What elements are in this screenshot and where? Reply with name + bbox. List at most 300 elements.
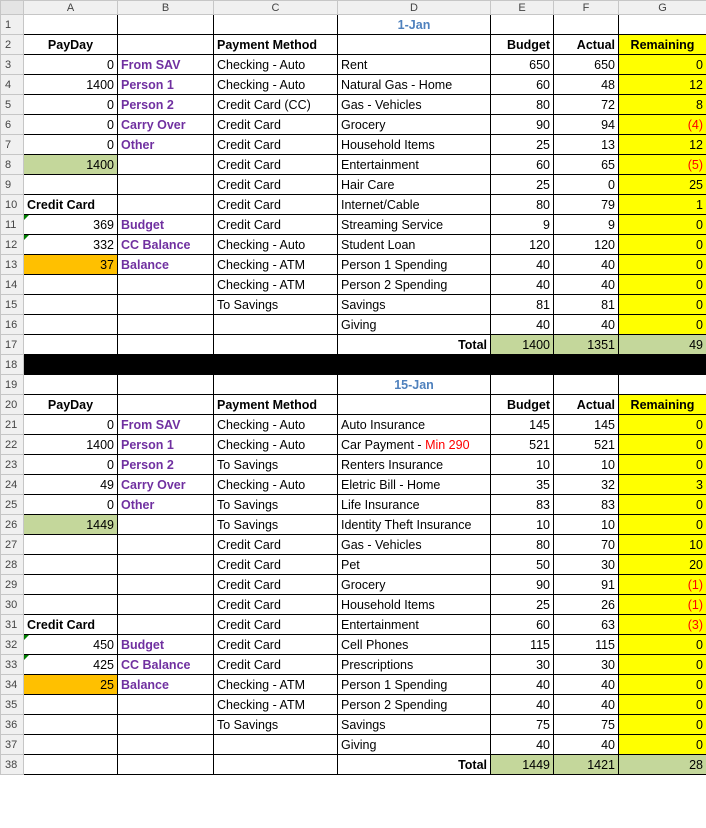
actual-cell[interactable]: 79 (554, 195, 619, 215)
row-header[interactable]: 16 (1, 315, 24, 335)
remaining-cell[interactable]: 0 (619, 735, 706, 755)
payment-method-cell[interactable]: Checking - Auto (214, 435, 338, 455)
budget-cell[interactable]: 10 (491, 455, 554, 475)
expense-name-cell[interactable] (338, 315, 491, 335)
expense-name-cell[interactable] (338, 155, 491, 175)
budget-cell[interactable]: 25 (491, 595, 554, 615)
row-header[interactable]: 35 (1, 695, 24, 715)
actual-cell[interactable]: 26 (554, 595, 619, 615)
actual-cell[interactable]: 40 (554, 695, 619, 715)
cell-empty[interactable] (338, 35, 491, 55)
row-header[interactable]: 36 (1, 715, 24, 735)
budget-cell[interactable]: 60 (491, 75, 554, 95)
income-amount[interactable]: 0 (24, 455, 118, 475)
cell-empty[interactable] (118, 395, 214, 415)
total-actual[interactable]: 1351 (554, 335, 619, 355)
actual-cell[interactable]: 13 (554, 135, 619, 155)
expense-name-cell[interactable] (338, 455, 491, 475)
expense-name-cell[interactable] (338, 595, 491, 615)
income-label[interactable]: From SAV (118, 415, 214, 435)
budget-cell[interactable]: 60 (491, 615, 554, 635)
row-header[interactable]: 10 (1, 195, 24, 215)
income-amount[interactable]: 1400 (24, 75, 118, 95)
income-amount[interactable]: 1400 (24, 435, 118, 455)
actual-cell[interactable]: 0 (554, 175, 619, 195)
actual-cell[interactable]: 10 (554, 515, 619, 535)
cc-balance-amount[interactable]: 425 (24, 655, 118, 675)
remaining-cell[interactable]: 10 (619, 535, 706, 555)
payment-method-cell[interactable]: Credit Card (214, 115, 338, 135)
credit-card-title[interactable]: Credit Card (24, 615, 118, 635)
remaining-cell[interactable]: 0 (619, 455, 706, 475)
payment-method-cell[interactable]: Credit Card (214, 155, 338, 175)
remaining-cell[interactable]: 0 (619, 495, 706, 515)
budget-cell[interactable]: 120 (491, 235, 554, 255)
total-label[interactable]: Total (338, 335, 491, 355)
cell-empty[interactable] (118, 695, 214, 715)
cell-empty[interactable] (118, 715, 214, 735)
budget-cell[interactable]: 40 (491, 675, 554, 695)
row-header[interactable]: 29 (1, 575, 24, 595)
income-label[interactable]: Person 2 (118, 455, 214, 475)
cell-empty[interactable] (491, 15, 554, 35)
cell-empty[interactable] (118, 175, 214, 195)
cell-empty[interactable] (24, 375, 118, 395)
cell-empty[interactable] (118, 315, 214, 335)
row-header[interactable]: 4 (1, 75, 24, 95)
actual-cell[interactable]: 70 (554, 535, 619, 555)
select-all-corner[interactable] (1, 1, 24, 15)
actual-cell[interactable]: 65 (554, 155, 619, 175)
cell-empty[interactable] (24, 175, 118, 195)
expense-name-cell[interactable] (338, 655, 491, 675)
payment-method-cell[interactable]: Checking - ATM (214, 675, 338, 695)
cell-empty[interactable] (118, 615, 214, 635)
payment-method-cell[interactable]: Credit Card (214, 175, 338, 195)
cell-empty[interactable] (214, 375, 338, 395)
payment-method-header[interactable]: Payment Method (214, 395, 338, 415)
column-header-f[interactable]: F (554, 1, 619, 15)
budget-cell[interactable]: 40 (491, 275, 554, 295)
payment-method-cell[interactable]: To Savings (214, 295, 338, 315)
budget-cell[interactable]: 40 (491, 315, 554, 335)
budget-cell[interactable]: 650 (491, 55, 554, 75)
actual-cell[interactable]: 48 (554, 75, 619, 95)
remaining-cell[interactable]: (1) (619, 575, 706, 595)
column-header-c[interactable]: C (214, 1, 338, 15)
cc-balance-label[interactable]: CC Balance (118, 655, 214, 675)
cell-empty[interactable] (24, 335, 118, 355)
payment-method-header[interactable]: Payment Method (214, 35, 338, 55)
cell-empty[interactable] (118, 295, 214, 315)
budget-cell[interactable]: 90 (491, 115, 554, 135)
total-budget[interactable]: 1449 (491, 755, 554, 775)
budget-cell[interactable]: 83 (491, 495, 554, 515)
cell-empty[interactable] (118, 755, 214, 775)
column-header-g[interactable]: G (619, 1, 706, 15)
remaining-cell[interactable]: 12 (619, 75, 706, 95)
actual-cell[interactable]: 145 (554, 415, 619, 435)
separator-cell[interactable] (554, 355, 619, 375)
row-header[interactable]: 37 (1, 735, 24, 755)
payment-method-cell[interactable]: Credit Card (CC) (214, 95, 338, 115)
cell-empty[interactable] (24, 595, 118, 615)
balance-label[interactable]: Balance (118, 255, 214, 275)
remaining-cell[interactable]: 0 (619, 675, 706, 695)
cell-empty[interactable] (118, 535, 214, 555)
actual-cell[interactable]: 40 (554, 315, 619, 335)
cell-empty[interactable] (24, 295, 118, 315)
expense-name-cell[interactable] (338, 535, 491, 555)
total-remaining[interactable]: 49 (619, 335, 706, 355)
actual-cell[interactable]: 81 (554, 295, 619, 315)
section-date[interactable]: 15-Jan (338, 375, 491, 395)
balance-amount[interactable]: 37 (24, 255, 118, 275)
remaining-cell[interactable]: (3) (619, 615, 706, 635)
section-date[interactable]: 1-Jan (338, 15, 491, 35)
expense-name-cell[interactable] (338, 475, 491, 495)
actual-cell[interactable]: 115 (554, 635, 619, 655)
budget-cell[interactable]: 40 (491, 695, 554, 715)
budget-cell[interactable]: 35 (491, 475, 554, 495)
cell-empty[interactable] (619, 15, 706, 35)
payment-method-cell[interactable]: Credit Card (214, 575, 338, 595)
remaining-cell[interactable]: 0 (619, 55, 706, 75)
row-header[interactable]: 28 (1, 555, 24, 575)
budget-cell[interactable]: 25 (491, 135, 554, 155)
row-header[interactable]: 22 (1, 435, 24, 455)
income-total[interactable]: 1449 (24, 515, 118, 535)
row-header[interactable]: 8 (1, 155, 24, 175)
budget-cell[interactable]: 30 (491, 655, 554, 675)
cell-empty[interactable] (214, 15, 338, 35)
income-amount[interactable]: 49 (24, 475, 118, 495)
expense-name-cell[interactable] (338, 175, 491, 195)
row-header[interactable]: 38 (1, 755, 24, 775)
expense-name-cell[interactable] (338, 95, 491, 115)
actual-cell[interactable]: 40 (554, 275, 619, 295)
remaining-cell[interactable]: 20 (619, 555, 706, 575)
remaining-cell[interactable]: 0 (619, 295, 706, 315)
cell-empty[interactable] (24, 715, 118, 735)
payment-method-cell[interactable]: Credit Card (214, 635, 338, 655)
actual-cell[interactable]: 650 (554, 55, 619, 75)
cell-empty[interactable] (24, 315, 118, 335)
payday-header[interactable]: PayDay (24, 35, 118, 55)
expense-name-cell[interactable] (338, 235, 491, 255)
budget-cell[interactable]: 115 (491, 635, 554, 655)
income-label[interactable]: Carry Over (118, 475, 214, 495)
budget-cell[interactable]: 81 (491, 295, 554, 315)
income-label[interactable]: Other (118, 135, 214, 155)
remaining-cell[interactable]: 12 (619, 135, 706, 155)
income-amount[interactable]: 0 (24, 135, 118, 155)
cell-empty[interactable] (24, 535, 118, 555)
credit-card-title[interactable]: Credit Card (24, 195, 118, 215)
expense-name-cell[interactable] (338, 415, 491, 435)
payment-method-cell[interactable]: Checking - Auto (214, 475, 338, 495)
remaining-cell[interactable]: 0 (619, 715, 706, 735)
remaining-header[interactable]: Remaining (619, 35, 706, 55)
cell-empty[interactable] (214, 335, 338, 355)
cell-empty[interactable] (24, 15, 118, 35)
payment-method-cell[interactable] (214, 735, 338, 755)
cc-budget-label[interactable]: Budget (118, 215, 214, 235)
row-header[interactable]: 1 (1, 15, 24, 35)
column-header-b[interactable]: B (118, 1, 214, 15)
actual-cell[interactable]: 32 (554, 475, 619, 495)
row-header[interactable]: 14 (1, 275, 24, 295)
budget-cell[interactable]: 60 (491, 155, 554, 175)
remaining-cell[interactable]: 0 (619, 255, 706, 275)
payment-method-cell[interactable]: Credit Card (214, 555, 338, 575)
payment-method-cell[interactable]: Credit Card (214, 535, 338, 555)
expense-name-cell[interactable] (338, 695, 491, 715)
cell-empty[interactable] (118, 195, 214, 215)
actual-header[interactable]: Actual (554, 35, 619, 55)
income-label[interactable]: Person 2 (118, 95, 214, 115)
actual-cell[interactable]: 30 (554, 555, 619, 575)
row-header[interactable]: 24 (1, 475, 24, 495)
expense-name-cell[interactable] (338, 575, 491, 595)
cell-empty[interactable] (118, 575, 214, 595)
separator-cell[interactable] (491, 355, 554, 375)
expense-name-cell[interactable] (338, 675, 491, 695)
cell-empty[interactable] (338, 395, 491, 415)
payday-header[interactable]: PayDay (24, 395, 118, 415)
payment-method-cell[interactable]: To Savings (214, 495, 338, 515)
row-header[interactable]: 21 (1, 415, 24, 435)
payment-method-cell[interactable]: Credit Card (214, 135, 338, 155)
row-header[interactable]: 15 (1, 295, 24, 315)
payment-method-cell[interactable]: To Savings (214, 515, 338, 535)
separator-cell[interactable] (118, 355, 214, 375)
cell-empty[interactable] (24, 735, 118, 755)
column-header-e[interactable]: E (491, 1, 554, 15)
expense-name-cell[interactable] (338, 115, 491, 135)
row-header[interactable]: 19 (1, 375, 24, 395)
row-header[interactable]: 34 (1, 675, 24, 695)
remaining-cell[interactable]: 25 (619, 175, 706, 195)
row-header[interactable]: 11 (1, 215, 24, 235)
remaining-cell[interactable]: (1) (619, 595, 706, 615)
payment-method-cell[interactable]: Checking - Auto (214, 75, 338, 95)
expense-name-cell[interactable] (338, 495, 491, 515)
payment-method-cell[interactable]: Credit Card (214, 595, 338, 615)
budget-cell[interactable]: 90 (491, 575, 554, 595)
column-header-a[interactable]: A (24, 1, 118, 15)
remaining-cell[interactable]: 3 (619, 475, 706, 495)
expense-name-cell[interactable] (338, 135, 491, 155)
remaining-cell[interactable]: 0 (619, 235, 706, 255)
expense-name-cell[interactable] (338, 735, 491, 755)
budget-header[interactable]: Budget (491, 395, 554, 415)
balance-label[interactable]: Balance (118, 675, 214, 695)
row-header[interactable]: 6 (1, 115, 24, 135)
row-header[interactable]: 3 (1, 55, 24, 75)
income-amount[interactable]: 0 (24, 95, 118, 115)
payment-method-cell[interactable]: Credit Card (214, 615, 338, 635)
row-header[interactable]: 33 (1, 655, 24, 675)
budget-cell[interactable]: 40 (491, 255, 554, 275)
budget-cell[interactable]: 145 (491, 415, 554, 435)
separator-cell[interactable] (214, 355, 338, 375)
expense-name-cell[interactable] (338, 215, 491, 235)
actual-cell[interactable]: 83 (554, 495, 619, 515)
payment-method-cell[interactable]: Checking - Auto (214, 235, 338, 255)
payment-method-cell[interactable]: Checking - Auto (214, 415, 338, 435)
separator-cell[interactable] (619, 355, 706, 375)
remaining-cell[interactable]: 0 (619, 415, 706, 435)
cell-empty[interactable] (619, 375, 706, 395)
row-header[interactable]: 20 (1, 395, 24, 415)
actual-header[interactable]: Actual (554, 395, 619, 415)
payment-method-cell[interactable]: Checking - ATM (214, 255, 338, 275)
row-header[interactable]: 18 (1, 355, 24, 375)
actual-cell[interactable]: 40 (554, 255, 619, 275)
income-amount[interactable]: 0 (24, 495, 118, 515)
row-header[interactable]: 26 (1, 515, 24, 535)
total-actual[interactable]: 1421 (554, 755, 619, 775)
row-header[interactable]: 17 (1, 335, 24, 355)
row-header[interactable]: 5 (1, 95, 24, 115)
total-label[interactable]: Total (338, 755, 491, 775)
payment-method-cell[interactable]: To Savings (214, 715, 338, 735)
actual-cell[interactable]: 91 (554, 575, 619, 595)
income-label[interactable]: Person 1 (118, 435, 214, 455)
budget-header[interactable]: Budget (491, 35, 554, 55)
income-amount[interactable]: 0 (24, 55, 118, 75)
remaining-cell[interactable]: 0 (619, 655, 706, 675)
total-remaining[interactable]: 28 (619, 755, 706, 775)
actual-cell[interactable]: 75 (554, 715, 619, 735)
actual-cell[interactable]: 120 (554, 235, 619, 255)
cell-empty[interactable] (118, 35, 214, 55)
actual-cell[interactable]: 9 (554, 215, 619, 235)
cell-empty[interactable] (118, 375, 214, 395)
cell-empty[interactable] (118, 515, 214, 535)
budget-cell[interactable]: 10 (491, 515, 554, 535)
budget-cell[interactable]: 80 (491, 535, 554, 555)
cell-empty[interactable] (118, 15, 214, 35)
row-header[interactable]: 23 (1, 455, 24, 475)
actual-cell[interactable]: 40 (554, 735, 619, 755)
actual-cell[interactable]: 521 (554, 435, 619, 455)
income-label[interactable]: Carry Over (118, 115, 214, 135)
remaining-cell[interactable]: 0 (619, 635, 706, 655)
row-header[interactable]: 32 (1, 635, 24, 655)
budget-cell[interactable]: 40 (491, 735, 554, 755)
balance-amount[interactable]: 25 (24, 675, 118, 695)
budget-cell[interactable]: 75 (491, 715, 554, 735)
cell-empty[interactable] (118, 595, 214, 615)
cell-empty[interactable] (24, 755, 118, 775)
remaining-cell[interactable]: 0 (619, 695, 706, 715)
payment-method-cell[interactable]: Credit Card (214, 195, 338, 215)
expense-name-cell[interactable] (338, 75, 491, 95)
cell-empty[interactable] (118, 735, 214, 755)
remaining-cell[interactable]: 1 (619, 195, 706, 215)
row-header[interactable]: 27 (1, 535, 24, 555)
income-label[interactable]: Person 1 (118, 75, 214, 95)
income-label[interactable]: Other (118, 495, 214, 515)
income-total[interactable]: 1400 (24, 155, 118, 175)
expense-name-cell[interactable] (338, 515, 491, 535)
expense-name-cell[interactable] (338, 435, 491, 455)
expense-name-cell[interactable] (338, 635, 491, 655)
remaining-cell[interactable]: 0 (619, 275, 706, 295)
separator-cell[interactable] (24, 355, 118, 375)
column-header-d[interactable]: D (338, 1, 491, 15)
cell-empty[interactable] (24, 575, 118, 595)
actual-cell[interactable]: 30 (554, 655, 619, 675)
cell-empty[interactable] (491, 375, 554, 395)
cell-empty[interactable] (24, 695, 118, 715)
budget-cell[interactable]: 25 (491, 175, 554, 195)
cell-empty[interactable] (214, 755, 338, 775)
budget-cell[interactable]: 80 (491, 95, 554, 115)
cc-balance-label[interactable]: CC Balance (118, 235, 214, 255)
budget-cell[interactable]: 80 (491, 195, 554, 215)
cc-budget-amount[interactable]: 450 (24, 635, 118, 655)
row-header[interactable]: 2 (1, 35, 24, 55)
cc-budget-amount[interactable]: 369 (24, 215, 118, 235)
remaining-cell[interactable]: (5) (619, 155, 706, 175)
remaining-cell[interactable]: 0 (619, 215, 706, 235)
payment-method-cell[interactable]: To Savings (214, 455, 338, 475)
expense-name-cell[interactable] (338, 295, 491, 315)
expense-name-cell[interactable] (338, 55, 491, 75)
expense-name-cell[interactable] (338, 255, 491, 275)
row-header[interactable]: 7 (1, 135, 24, 155)
cell-empty[interactable] (24, 275, 118, 295)
actual-cell[interactable]: 40 (554, 675, 619, 695)
actual-cell[interactable]: 94 (554, 115, 619, 135)
income-label[interactable]: From SAV (118, 55, 214, 75)
remaining-header[interactable]: Remaining (619, 395, 706, 415)
row-header[interactable]: 31 (1, 615, 24, 635)
row-header[interactable]: 9 (1, 175, 24, 195)
payment-method-cell[interactable]: Credit Card (214, 655, 338, 675)
payment-method-cell[interactable]: Checking - Auto (214, 55, 338, 75)
separator-cell[interactable] (338, 355, 491, 375)
actual-cell[interactable]: 72 (554, 95, 619, 115)
remaining-cell[interactable]: 0 (619, 315, 706, 335)
total-budget[interactable]: 1400 (491, 335, 554, 355)
row-header[interactable]: 30 (1, 595, 24, 615)
payment-method-cell[interactable] (214, 315, 338, 335)
cell-empty[interactable] (118, 155, 214, 175)
expense-name-cell[interactable] (338, 195, 491, 215)
income-amount[interactable]: 0 (24, 415, 118, 435)
row-header[interactable]: 25 (1, 495, 24, 515)
expense-name-cell[interactable] (338, 275, 491, 295)
budget-cell[interactable]: 50 (491, 555, 554, 575)
row-header[interactable]: 12 (1, 235, 24, 255)
remaining-cell[interactable]: (4) (619, 115, 706, 135)
expense-name-cell[interactable] (338, 615, 491, 635)
cc-budget-label[interactable]: Budget (118, 635, 214, 655)
cell-empty[interactable] (118, 335, 214, 355)
remaining-cell[interactable]: 0 (619, 435, 706, 455)
row-header[interactable]: 13 (1, 255, 24, 275)
remaining-cell[interactable]: 0 (619, 515, 706, 535)
cc-balance-amount[interactable]: 332 (24, 235, 118, 255)
remaining-cell[interactable]: 8 (619, 95, 706, 115)
cell-empty[interactable] (24, 555, 118, 575)
payment-method-cell[interactable]: Checking - ATM (214, 695, 338, 715)
budget-cell[interactable]: 9 (491, 215, 554, 235)
